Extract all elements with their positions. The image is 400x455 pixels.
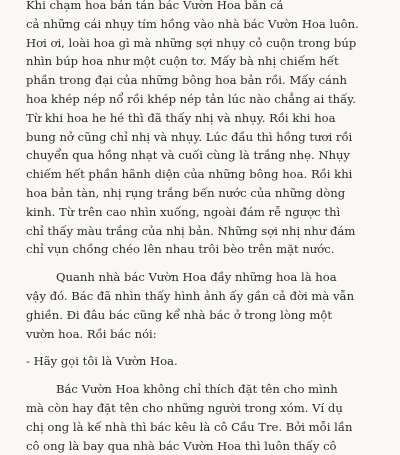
- text-line: chị ong là kế nhà thì bác kêu là cô Cầu Tre. Bởi mỗi lần: [26, 419, 353, 434]
- text-line: nhìn búp hoa như một cuộn tơ. Mấy bà nhị chiếm hết: [26, 54, 339, 69]
- text-line: Bác Vườn Hoa không chỉ thích đặt tên cho mình: [56, 382, 338, 397]
- text-line: vậy đó. Bác đã nhìn thấy hình ảnh ấy gần cả đời mà vẫn: [26, 288, 355, 303]
- paragraph-gap: [26, 343, 382, 352]
- text-line: Quanh nhà bác Vườn Hoa đầy những hoa là hoa: [56, 270, 337, 285]
- text-line: bung nở cũng chỉ nhị và nhụy. Lúc đầu thì hồng tươi rồi: [26, 129, 353, 144]
- dialogue-line: - Hãy gọi tôi là Vườn Hoa.: [26, 354, 178, 369]
- story-text: [26, 0, 382, 455]
- text-line: ghiền. Đi đâu bác cũng kể nhà bác ở trong lòng một: [26, 307, 333, 322]
- paragraph-1: [26, 0, 382, 259]
- text-line: Từ khi hoa he hé thì đã thấy nhị và nhụy. Rồi khi hoa: [26, 110, 336, 125]
- text-line: hoa bản tàn, nhị rụng trắng bến nước của những dòng: [26, 185, 346, 200]
- text-line: cả những cái nhụy tím hồng vào nhà bác Vườn Hoa luôn.: [26, 16, 359, 31]
- text-line: Khi chạm hoa bản tán bác Vườn Hoa bằn cả: [26, 0, 284, 12]
- text-line: phần trong đại của những bông hoa bản rồi. Mấy cánh: [26, 73, 347, 88]
- text-line: vườn hoa. Rồi bác nói:: [26, 326, 157, 341]
- paragraph-4: [26, 380, 382, 455]
- text-line: hoa khép nép nổ rồi khép nép tản lúc nào chẳng ai thấy.: [26, 91, 356, 106]
- paragraph-3: [26, 352, 382, 371]
- text-line: chỉ thấy màu trắng của nhị bản. Những sợi nhị như đám: [26, 223, 356, 238]
- paragraph-2: [26, 268, 382, 343]
- text-line: kinh. Từ trên cao nhìn xuống, ngoài đám rễ ngược thì: [26, 204, 341, 219]
- text-line: chỉ vụn chồng chéo lên nhau trôi bèo trên mặt nước.: [26, 242, 335, 257]
- text-line: mà còn hay đặt tên cho những người trong xóm. Ví dụ: [26, 400, 343, 415]
- text-line: chuyển qua hồng nhạt và cuối cùng là trắng nhẹ. Nhụy: [26, 148, 350, 163]
- paragraph-gap: [26, 371, 382, 380]
- paragraph-gap: [26, 259, 382, 268]
- text-line: cô ong là bay qua nhà bác Vườn Hoa thì luôn thấy cô: [26, 438, 337, 453]
- text-line: chiếm hết phần hãnh diện của những bông hoa. Rồi khi: [26, 167, 353, 182]
- text-line: Hơi ơi, loài hoa gì mà những sợi nhụy cỏ cuộn trong búp: [26, 35, 357, 50]
